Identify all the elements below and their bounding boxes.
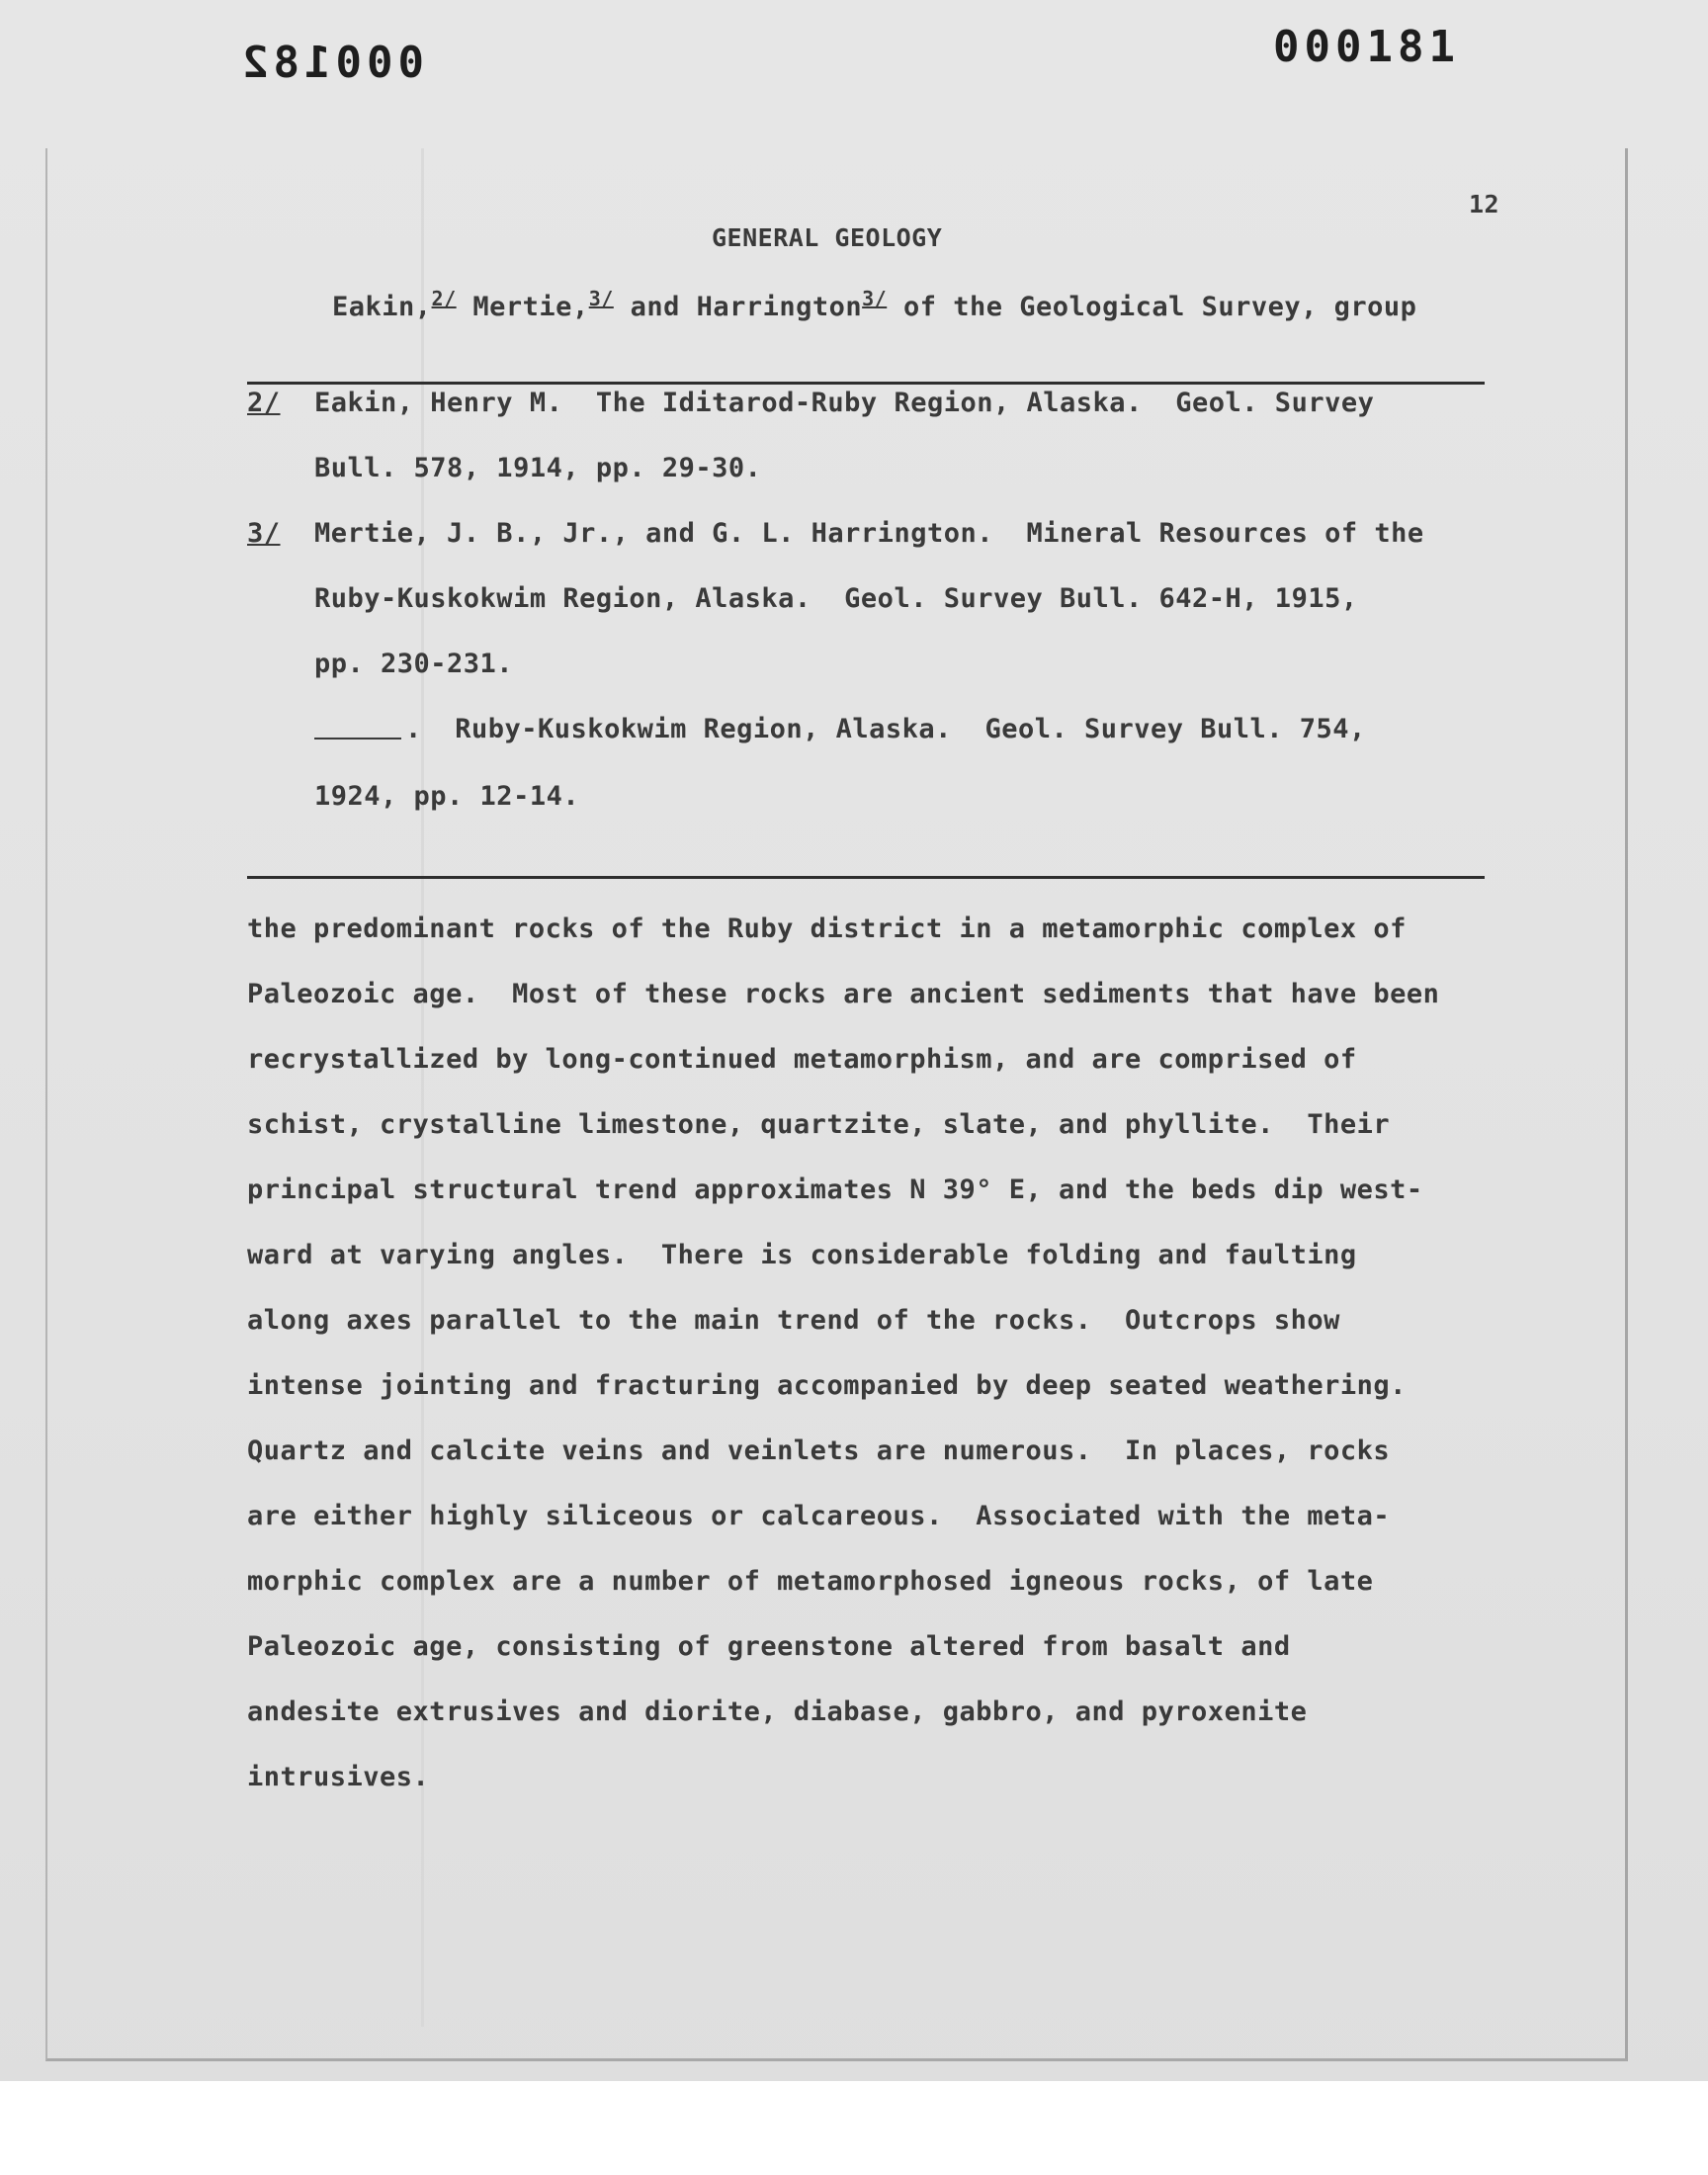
body-line: intense jointing and fracturing accompanied by deep seated weathering. — [247, 1370, 1407, 1401]
footnote-marker: 2/ — [247, 388, 281, 418]
footnote-line: 1924, pp. 12-14. — [314, 781, 580, 812]
ditto-blank-line — [314, 738, 401, 740]
footnote-line: Mertie, J. B., Jr., and G. L. Harrington. Mineral Resources of the — [314, 518, 1424, 549]
body-line: intrusives. — [247, 1762, 430, 1792]
body-line: are either highly siliceous or calcareous. Associated with the meta- — [247, 1501, 1391, 1531]
body-line: andesite extrusives and diorite, diabase, gabbro, and pyroxenite — [247, 1696, 1308, 1727]
body-line: ward at varying angles. There is considerable folding and faulting — [247, 1240, 1357, 1270]
body-line: principal structural trend approximates N 39° E, and the beds dip west- — [247, 1174, 1423, 1205]
footnote-line: Bull. 578, 1914, pp. 29-30. — [314, 453, 762, 483]
footnote-line: Ruby-Kuskokwim Region, Alaska. Geol. Survey Bull. 642-H, 1915, — [314, 583, 1358, 614]
ghost-margin-line — [421, 148, 424, 2027]
body-line: schist, crystalline limestone, quartzite, slate, and phyllite. Their — [247, 1109, 1391, 1140]
footnote-ref: 3/ — [588, 287, 614, 310]
author-harrington: and Harrington — [630, 292, 863, 322]
footnote-line: Eakin, Henry M. The Iditarod-Ruby Region, Alaska. Geol. Survey — [314, 388, 1375, 418]
body-line: recrystallized by long-continued metamorphism, and are comprised of — [247, 1044, 1357, 1075]
body-line: along axes parallel to the main trend of the rocks. Outcrops show — [247, 1305, 1340, 1336]
intro-line — [332, 287, 1416, 322]
section-title: GENERAL GEOLOGY — [712, 223, 943, 252]
footnote-ref: 3/ — [862, 287, 888, 310]
footnote-top-rule — [247, 382, 1485, 385]
footnote-ref: 2/ — [431, 287, 457, 310]
body-line: the predominant rocks of the Ruby district in a metamorphic complex of — [247, 914, 1407, 944]
footnote-line — [314, 714, 1366, 744]
body-line: Paleozoic age. Most of these rocks are ancient sediments that have been — [247, 979, 1440, 1009]
author-mertie: Mertie, — [472, 292, 589, 322]
page-number: 12 — [1469, 190, 1500, 218]
author-eakin: Eakin, — [332, 292, 432, 322]
body-line: morphic complex are a number of metamorphosed igneous rocks, of late — [247, 1566, 1374, 1597]
footnote-line-text: . Ruby-Kuskokwim Region, Alaska. Geol. Survey Bull. 754, — [405, 714, 1366, 744]
intro-rest: of the Geological Survey, group — [903, 292, 1417, 322]
body-line: Quartz and calcite veins and veinlets are numerous. In places, rocks — [247, 1436, 1391, 1466]
scanner-bottom-margin — [0, 2081, 1708, 2175]
footnote-line: pp. 230-231. — [314, 649, 514, 679]
footnote-marker: 3/ — [247, 518, 281, 549]
footnote-bottom-rule — [247, 876, 1485, 879]
mirrored-stamp-number: 000182 — [237, 38, 424, 88]
document-stamp-number: 000181 — [1273, 22, 1460, 72]
body-line: Paleozoic age, consisting of greenstone altered from basalt and — [247, 1631, 1291, 1662]
